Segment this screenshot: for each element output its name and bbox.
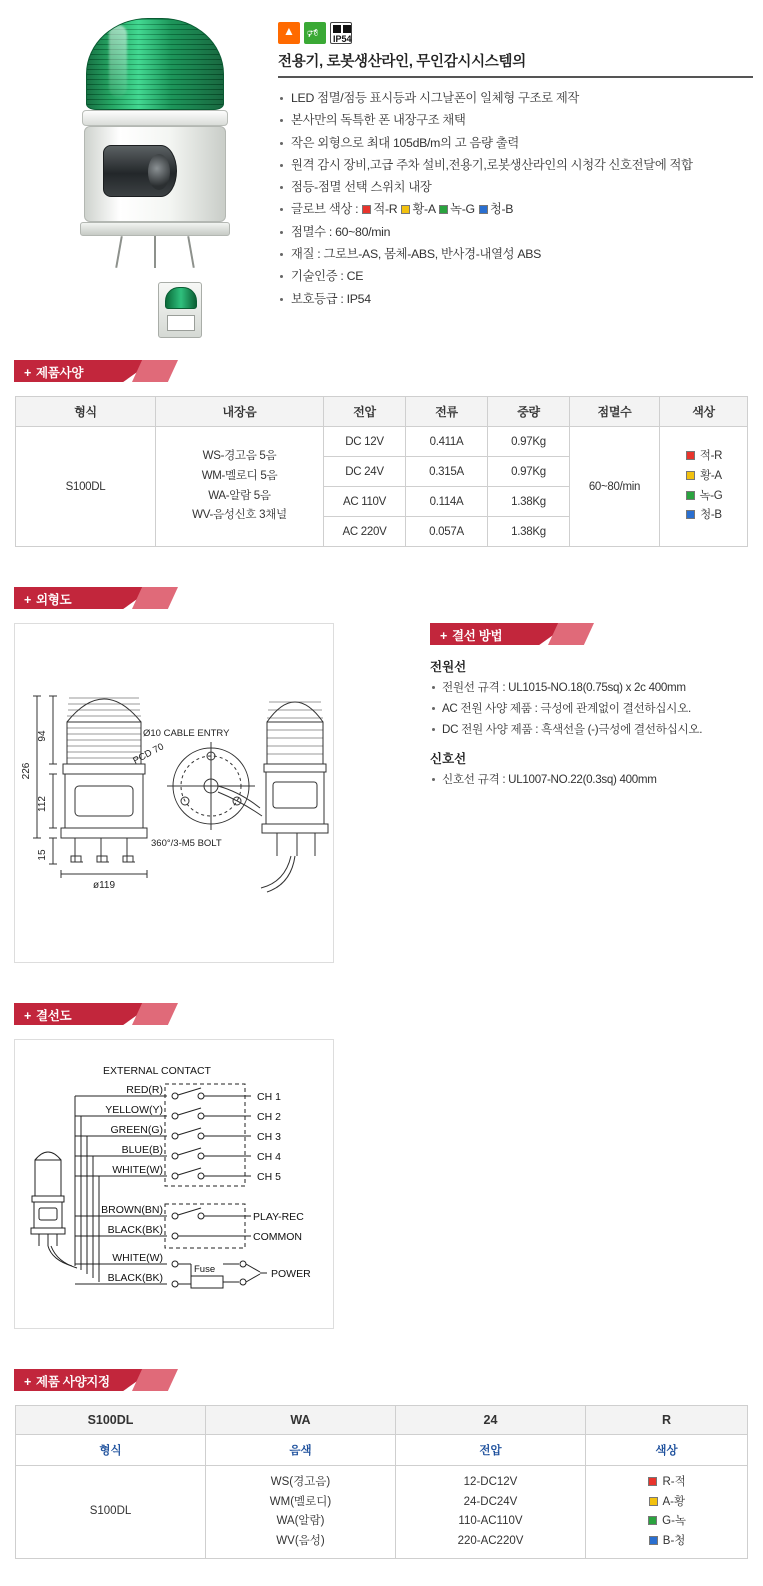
svg-text:Fuse: Fuse bbox=[194, 1264, 216, 1275]
svg-text:GREEN(G): GREEN(G) bbox=[110, 1124, 163, 1136]
svg-text:ø119: ø119 bbox=[92, 880, 116, 891]
outline-row bbox=[0, 623, 763, 963]
sound-item: WV-음성신호 3채널 bbox=[192, 509, 287, 522]
section-header-wiring-method: + 결선 방법 bbox=[430, 623, 630, 649]
swatch-blue-icon bbox=[649, 1536, 658, 1545]
mini-dome bbox=[165, 287, 197, 309]
col-type: 형식 bbox=[16, 1435, 206, 1466]
table-row bbox=[16, 427, 748, 457]
svg-text:WHITE(W): WHITE(W) bbox=[112, 1252, 163, 1264]
cell-weight: 0.97Kg bbox=[488, 457, 570, 487]
color-item: G-녹 bbox=[590, 1512, 743, 1532]
cell-voltage: AC 220V bbox=[324, 517, 406, 547]
sound-item: WV(음성) bbox=[276, 1534, 325, 1547]
voltage-item: 110-AC110V bbox=[458, 1515, 523, 1528]
code-sound: WA bbox=[206, 1406, 396, 1435]
sound-item: WA(알람) bbox=[276, 1515, 325, 1528]
order-header-row bbox=[16, 1435, 748, 1466]
spec-table bbox=[15, 396, 748, 547]
signal-line-title: 신호선 bbox=[430, 751, 467, 766]
cell-flash-rate: 60~80/min bbox=[570, 427, 660, 547]
beacon-illustration bbox=[80, 18, 230, 272]
col-sound: 내장음 bbox=[156, 397, 324, 427]
svg-text:15: 15 bbox=[37, 849, 48, 861]
lamp-icon bbox=[278, 22, 300, 44]
list-item: 기술인증 : CE bbox=[278, 270, 753, 282]
list-item-globe-colors: 글로브 색상 : 적-R 황-A 녹-G 청-B bbox=[278, 203, 753, 215]
feature-icon-row bbox=[278, 22, 753, 44]
svg-text:WHITE(W): WHITE(W) bbox=[112, 1164, 163, 1176]
svg-text:PLAY-REC: PLAY-REC bbox=[253, 1211, 304, 1223]
section-title: 제품사양 bbox=[36, 366, 84, 380]
col-voltage: 전압 bbox=[396, 1435, 586, 1466]
swatch-red-icon bbox=[362, 205, 371, 214]
wiring-diagram bbox=[14, 1039, 334, 1329]
swatch-amber-icon bbox=[401, 205, 410, 214]
list-item: DC 전원 사양 제품 : 흑색선을 (-)극성에 결선하십시오. bbox=[430, 723, 750, 737]
color-item: 적-R bbox=[664, 447, 743, 467]
svg-text:226: 226 bbox=[21, 762, 32, 780]
sound-item: WA-알람 5음 bbox=[208, 489, 271, 502]
ip54-icon bbox=[330, 22, 352, 44]
list-item: AC 전원 사양 제품 : 극성에 관계없이 결선하십시오. bbox=[430, 702, 750, 716]
beacon-base bbox=[80, 222, 230, 236]
swatch-red-icon bbox=[648, 1477, 657, 1486]
col-color: 색상 bbox=[660, 397, 748, 427]
voltage-item: 12-DC12V bbox=[463, 1476, 518, 1488]
section-header-order: + 제품 사양지정 bbox=[14, 1369, 214, 1395]
code-model: S100DL bbox=[16, 1406, 206, 1435]
svg-text:BLUE(B): BLUE(B) bbox=[121, 1144, 163, 1156]
svg-text:POWER: POWER bbox=[271, 1268, 311, 1280]
outline-drawing bbox=[14, 623, 334, 963]
swatch-red-icon bbox=[686, 451, 695, 460]
cell-weight: 1.38Kg bbox=[488, 517, 570, 547]
list-item: 작은 외형으로 최대 105dB/m의 고 음량 출력 bbox=[278, 137, 753, 149]
cell-voltage: DC 12V bbox=[324, 427, 406, 457]
order-body-row bbox=[16, 1466, 748, 1559]
col-current: 전류 bbox=[406, 397, 488, 427]
swatch-amber-icon bbox=[649, 1497, 658, 1506]
section-title: 결선 방법 bbox=[452, 629, 503, 643]
col-voltage: 전압 bbox=[324, 397, 406, 427]
sound-item: WM-멜로디 5음 bbox=[201, 469, 278, 482]
svg-text:CH 5: CH 5 bbox=[257, 1171, 281, 1183]
svg-text:112: 112 bbox=[37, 796, 48, 812]
swatch-blue-icon bbox=[686, 510, 695, 519]
list-item: 전원선 규격 : UL1015-NO.18(0.75sq) x 2c 400mm bbox=[430, 681, 750, 695]
color-item: R-적 bbox=[590, 1473, 743, 1493]
col-color: 색상 bbox=[586, 1435, 748, 1466]
svg-text:EXTERNAL CONTACT: EXTERNAL CONTACT bbox=[103, 1065, 211, 1077]
svg-text:BLACK(BK): BLACK(BK) bbox=[107, 1272, 163, 1284]
cell-colors bbox=[586, 1466, 748, 1559]
beacon-body bbox=[84, 126, 226, 222]
cell-colors bbox=[660, 427, 748, 547]
cell-voltage: AC 110V bbox=[324, 487, 406, 517]
cell-current: 0.057A bbox=[406, 517, 488, 547]
col-weight: 중량 bbox=[488, 397, 570, 427]
section-title: 외형도 bbox=[36, 593, 72, 607]
list-item: 점멸수 : 60~80/min bbox=[278, 226, 753, 238]
cell-weight: 1.38Kg bbox=[488, 487, 570, 517]
svg-text:BLACK(BK): BLACK(BK) bbox=[107, 1224, 163, 1236]
voltage-item: 220-AC220V bbox=[457, 1534, 524, 1547]
cell-current: 0.114A bbox=[406, 487, 488, 517]
cell-sounds bbox=[156, 427, 324, 547]
cell-model: S100DL bbox=[16, 1466, 206, 1559]
list-item: 점등-점멸 선택 스위치 내장 bbox=[278, 181, 753, 193]
table-header-row bbox=[16, 397, 748, 427]
list-item: 보호등급 : IP54 bbox=[278, 293, 753, 305]
power-line-title: 전원선 bbox=[430, 660, 467, 674]
power-line-list bbox=[430, 681, 750, 737]
svg-text:360°/3-M5 BOLT: 360°/3-M5 BOLT bbox=[151, 838, 222, 849]
code-color: R bbox=[586, 1406, 748, 1435]
cell-current: 0.411A bbox=[406, 427, 488, 457]
col-type: 형식 bbox=[16, 397, 156, 427]
signal-line-list bbox=[430, 773, 750, 787]
outline-dimension-svg bbox=[15, 624, 333, 962]
color-item: A-황 bbox=[590, 1493, 743, 1513]
list-item: 본사만의 독특한 폰 내장구조 채택 bbox=[278, 114, 753, 126]
svg-text:94: 94 bbox=[37, 730, 48, 742]
product-photo bbox=[50, 10, 260, 340]
svg-text:Ø10 CABLE ENTRY: Ø10 CABLE ENTRY bbox=[143, 728, 230, 739]
section-header-spec: + 제품사양 bbox=[14, 360, 214, 386]
sound-item: WM(멜로디) bbox=[269, 1495, 332, 1508]
color-item: 녹-G bbox=[664, 487, 743, 507]
beacon-legs bbox=[80, 236, 230, 272]
svg-text:COMMON: COMMON bbox=[253, 1231, 302, 1243]
beacon-collar bbox=[82, 110, 228, 126]
svg-text:CH 2: CH 2 bbox=[257, 1111, 281, 1123]
swatch-green-icon bbox=[686, 491, 695, 500]
color-item: B-청 bbox=[590, 1532, 743, 1552]
cell-sounds bbox=[206, 1466, 396, 1559]
svg-text:RED(R): RED(R) bbox=[126, 1084, 163, 1096]
mini-window bbox=[167, 315, 195, 331]
list-item: 신호선 규격 : UL1007-NO.22(0.3sq) 400mm bbox=[430, 773, 750, 787]
section-header-outline: + 외형도 bbox=[14, 587, 214, 613]
section-title: 제품 사양지정 bbox=[36, 1375, 110, 1389]
svg-text:CH 4: CH 4 bbox=[257, 1151, 281, 1163]
sound-item: WS-경고음 5음 bbox=[202, 450, 277, 463]
mini-unit-illustration bbox=[158, 282, 202, 338]
ip54-label: IP54 bbox=[333, 34, 352, 44]
wiring-diagram-svg bbox=[15, 1040, 333, 1328]
swatch-blue-icon bbox=[479, 205, 488, 214]
list-item: 원격 감시 장비,고급 주차 설비,전용기,로봇생산라인의 시청각 신호전달에 적합 bbox=[278, 159, 753, 171]
swatch-green-icon bbox=[439, 205, 448, 214]
order-code-row bbox=[16, 1406, 748, 1435]
svg-text:CH 1: CH 1 bbox=[257, 1091, 281, 1103]
cell-voltage: DC 24V bbox=[324, 457, 406, 487]
wiring-method-block bbox=[430, 623, 750, 799]
speaker-horn bbox=[103, 145, 177, 197]
sound-item: WS(경고음) bbox=[270, 1476, 331, 1488]
cell-current: 0.315A bbox=[406, 457, 488, 487]
section-header-wiring-diagram: + 결선도 bbox=[14, 1003, 214, 1029]
list-item: 재질 : 그로브-AS, 몸체-ABS, 반사경-내열성 ABS bbox=[278, 248, 753, 260]
swatch-green-icon bbox=[648, 1516, 657, 1525]
horn-icon bbox=[304, 22, 326, 44]
svg-text:BROWN(BN): BROWN(BN) bbox=[101, 1204, 163, 1216]
hero-section bbox=[0, 0, 763, 360]
svg-text:PCD 70: PCD 70 bbox=[131, 741, 166, 767]
cell-voltages bbox=[396, 1466, 586, 1559]
feature-list bbox=[278, 92, 753, 305]
order-table bbox=[15, 1405, 748, 1559]
color-item: 청-B bbox=[664, 506, 743, 526]
col-flash: 점멸수 bbox=[570, 397, 660, 427]
swatch-amber-icon bbox=[686, 471, 695, 480]
svg-text:YELLOW(Y): YELLOW(Y) bbox=[105, 1104, 163, 1116]
section-title: 결선도 bbox=[36, 1009, 72, 1023]
col-sound: 음색 bbox=[206, 1435, 396, 1466]
color-item: 황-A bbox=[664, 467, 743, 487]
cell-model: S100DL bbox=[16, 427, 156, 547]
beacon-dome bbox=[86, 18, 224, 110]
cell-weight: 0.97Kg bbox=[488, 427, 570, 457]
svg-text:CH 3: CH 3 bbox=[257, 1131, 281, 1143]
hero-text bbox=[278, 22, 753, 315]
page-title: 전용기, 로봇생산라인, 무인감시시스템의 bbox=[278, 50, 753, 78]
list-item: LED 점멸/점등 표시등과 시그날폰이 일체형 구조로 제작 bbox=[278, 92, 753, 104]
code-voltage: 24 bbox=[396, 1406, 586, 1435]
voltage-item: 24-DC24V bbox=[463, 1495, 518, 1508]
